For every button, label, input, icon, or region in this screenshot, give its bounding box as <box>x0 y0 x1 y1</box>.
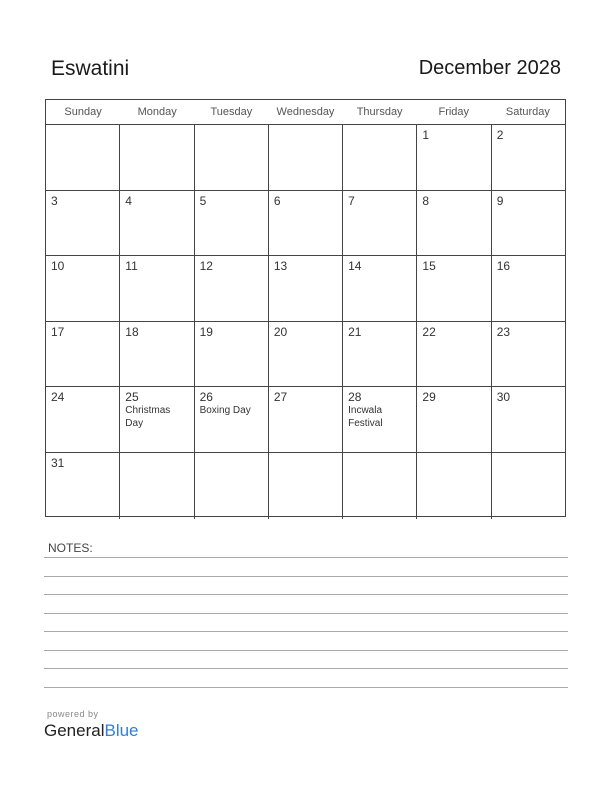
notes-section <box>44 541 568 555</box>
weeks-container <box>46 125 565 519</box>
day-cell <box>46 256 120 321</box>
day-number: 23 <box>496 324 511 339</box>
weekday-friday: Friday <box>438 106 470 118</box>
day-cell <box>269 387 343 452</box>
day-cell <box>269 191 343 256</box>
country-title: Eswatini <box>51 57 130 80</box>
day-cell <box>120 322 194 387</box>
day-cell <box>269 256 343 321</box>
day-number: 22 <box>422 324 436 339</box>
day-number: 8 <box>422 193 430 208</box>
day-cell <box>269 322 343 387</box>
week-row <box>46 191 565 257</box>
day-cell <box>46 125 120 190</box>
brand-general: General <box>44 721 105 740</box>
day-number: 20 <box>273 324 288 339</box>
day-number: 26 <box>199 390 213 405</box>
holiday-label: Christmas Day <box>125 405 171 430</box>
day-number: 31 <box>51 455 65 470</box>
day-cell <box>417 322 491 387</box>
day-cell <box>46 387 120 452</box>
day-number: 19 <box>199 324 213 339</box>
week-row <box>46 322 565 388</box>
day-cell <box>417 453 491 519</box>
day-cell <box>195 125 269 190</box>
week-row <box>46 256 565 322</box>
note-line <box>44 631 568 632</box>
day-number: 13 <box>273 259 288 274</box>
day-number: 16 <box>496 259 511 274</box>
day-cell <box>120 125 194 190</box>
day-cell <box>195 387 269 452</box>
note-line <box>44 687 568 688</box>
weekday-thursday: Thursday <box>356 106 403 118</box>
note-line <box>44 557 568 558</box>
weekday-sunday: Sunday <box>64 106 102 118</box>
day-cell <box>492 322 565 387</box>
month-year-title: December 2028 <box>418 57 561 79</box>
week-row <box>46 125 565 191</box>
day-number: 25 <box>125 390 139 405</box>
day-cell <box>343 256 417 321</box>
holiday-label: Incwala Festival <box>348 405 383 430</box>
day-number: 29 <box>422 390 436 405</box>
day-number: 11 <box>125 259 138 274</box>
day-cell <box>195 322 269 387</box>
day-cell <box>269 125 343 190</box>
notes-label: NOTES: <box>48 541 93 555</box>
day-number: 28 <box>348 390 362 405</box>
holiday-label: Boxing Day <box>199 405 251 417</box>
day-number: 2 <box>496 128 504 142</box>
day-cell <box>492 125 565 190</box>
day-cell <box>417 256 491 321</box>
day-cell <box>195 191 269 256</box>
day-cell <box>269 453 343 519</box>
note-line <box>44 668 568 669</box>
day-cell <box>417 191 491 256</box>
weekday-header-row <box>46 100 565 125</box>
day-number: 14 <box>348 259 362 274</box>
day-number: 4 <box>125 193 132 208</box>
day-cell <box>343 322 417 387</box>
day-cell <box>46 191 120 256</box>
day-number: 15 <box>422 259 436 274</box>
note-line <box>44 594 568 595</box>
day-cell <box>195 256 269 321</box>
day-number: 7 <box>348 193 355 208</box>
day-number: 21 <box>348 324 362 339</box>
day-cell <box>46 453 120 519</box>
note-line <box>44 613 568 614</box>
powered-by-text: powered by <box>47 709 99 719</box>
day-cell <box>120 387 194 452</box>
day-cell <box>343 453 417 519</box>
day-number: 12 <box>199 259 213 274</box>
day-cell <box>417 125 491 190</box>
day-cell <box>120 453 194 519</box>
day-cell <box>492 256 565 321</box>
weekday-monday: Monday <box>137 106 177 118</box>
brand-blue: Blue <box>104 721 139 740</box>
day-number: 9 <box>496 193 504 208</box>
day-number: 18 <box>125 324 139 339</box>
day-number: 27 <box>273 390 288 405</box>
week-row <box>46 387 565 453</box>
day-number: 24 <box>51 390 65 405</box>
day-cell <box>417 387 491 452</box>
day-cell <box>492 191 565 256</box>
day-number: 10 <box>51 259 65 274</box>
day-number: 6 <box>273 193 281 208</box>
weekday-saturday: Saturday <box>505 106 550 118</box>
day-cell <box>343 387 417 452</box>
note-line <box>44 576 568 577</box>
calendar-grid <box>45 99 566 517</box>
day-cell <box>46 322 120 387</box>
day-cell <box>492 387 565 452</box>
day-number: 1 <box>422 128 430 142</box>
day-number: 3 <box>51 193 58 208</box>
day-cell <box>120 191 194 256</box>
day-number: 30 <box>496 390 511 405</box>
brand-logo <box>44 721 139 741</box>
week-row <box>46 453 565 519</box>
weekday-wednesday: Wednesday <box>276 106 335 118</box>
day-cell <box>343 125 417 190</box>
day-cell <box>195 453 269 519</box>
day-number: 5 <box>199 193 207 208</box>
day-cell <box>492 453 565 519</box>
day-cell <box>343 191 417 256</box>
weekday-tuesday: Tuesday <box>210 106 253 118</box>
day-cell <box>120 256 194 321</box>
day-number: 17 <box>51 324 65 339</box>
note-line <box>44 650 568 651</box>
